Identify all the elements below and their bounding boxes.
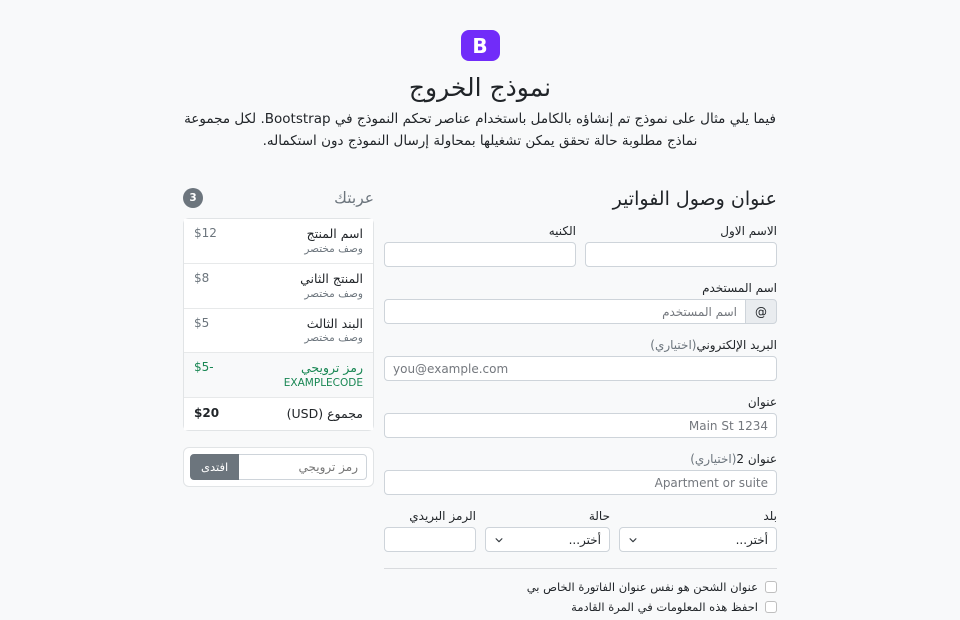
same-address-check-row — [384, 580, 777, 594]
last-name-label: الكنيه — [548, 224, 576, 239]
zip-label: الرمز البريدي — [409, 509, 476, 524]
address2-label: عنوان 2(اختياري) — [690, 452, 777, 467]
first-name-input[interactable] — [585, 242, 777, 267]
country-label: بلد — [763, 509, 777, 524]
redeem-button[interactable]: افتدى — [190, 454, 239, 480]
same-address-checkbox[interactable] — [765, 581, 777, 593]
save-info-checkbox[interactable] — [765, 601, 777, 613]
promo-code-input[interactable] — [238, 454, 367, 480]
checkout-page — [183, 0, 777, 620]
cart-item-list — [183, 218, 374, 431]
cart-summary — [183, 188, 374, 487]
first-name-label: الاسم الاول — [720, 224, 777, 239]
state-select[interactable] — [485, 527, 610, 552]
cart-title: عربتك — [334, 189, 374, 208]
billing-form — [384, 188, 777, 620]
promo-discount: -$5 — [194, 360, 214, 375]
bootstrap-logo-letter: B — [472, 33, 488, 58]
email-label: البريد الإلكتروني(اختياري) — [650, 338, 777, 353]
cart-item: المنتج الثاني وصف مختصر $8 — [184, 264, 373, 309]
chevron-down-icon — [628, 535, 638, 545]
address2-input[interactable] — [384, 470, 777, 495]
address-input[interactable] — [384, 413, 777, 438]
at-sign-addon: @ — [745, 299, 777, 324]
page-header — [183, 30, 777, 152]
form-divider — [384, 568, 777, 569]
cart-count-badge: 3 — [183, 188, 203, 208]
cart-item: البند الثالث وصف مختصر $5 — [184, 309, 373, 354]
total-price: $20 — [194, 406, 220, 421]
item-price: $8 — [194, 270, 210, 285]
country-select[interactable] — [619, 527, 777, 552]
state-label: حالة — [588, 509, 610, 524]
save-info-check-row — [384, 600, 777, 614]
address2-optional-hint: (اختياري) — [690, 452, 737, 467]
chevron-down-icon — [494, 535, 504, 545]
address-label: عنوان — [747, 395, 777, 410]
country-selected-value: أختر... — [735, 532, 768, 547]
state-selected-value: أختر... — [568, 532, 601, 547]
same-address-label: عنوان الشحن هو نفس عنوان الفاتورة الخاص بي — [526, 580, 758, 595]
item-price: $5 — [194, 315, 210, 330]
zip-input[interactable] — [384, 527, 476, 552]
username-input-group — [384, 299, 777, 324]
cart-total-row: مجموع (USD) $20 — [184, 398, 373, 430]
page-description: فيما يلي مثال على نموذج تم إنشاؤه بالكامل باستخدام عناصر تحكم النموذج في Bootstrap. لكل مجموعة نماذج مطلوبة حالة تحقق يمكن تشغيلها بمحاولة إرسال النموذج دون استكماله. — [184, 111, 776, 149]
bootstrap-logo — [461, 30, 500, 61]
promo-code-card — [183, 447, 374, 487]
page-title: نموذج الخروج — [408, 73, 552, 102]
email-optional-hint: (اختياري) — [650, 338, 697, 353]
billing-title: عنوان وصول الفواتير — [612, 188, 777, 211]
save-info-label: احفظ هذه المعلومات في المرة القادمة — [571, 600, 758, 615]
cart-item: اسم المنتج وصف مختصر $12 — [184, 219, 373, 264]
username-input[interactable] — [384, 299, 746, 324]
last-name-input[interactable] — [384, 242, 576, 267]
email-input[interactable] — [384, 356, 777, 381]
item-price: $12 — [194, 226, 217, 241]
username-label: اسم المستخدم — [702, 281, 777, 296]
promo-code-row: رمز ترويجي EXAMPLECODE -$5 — [184, 353, 373, 398]
